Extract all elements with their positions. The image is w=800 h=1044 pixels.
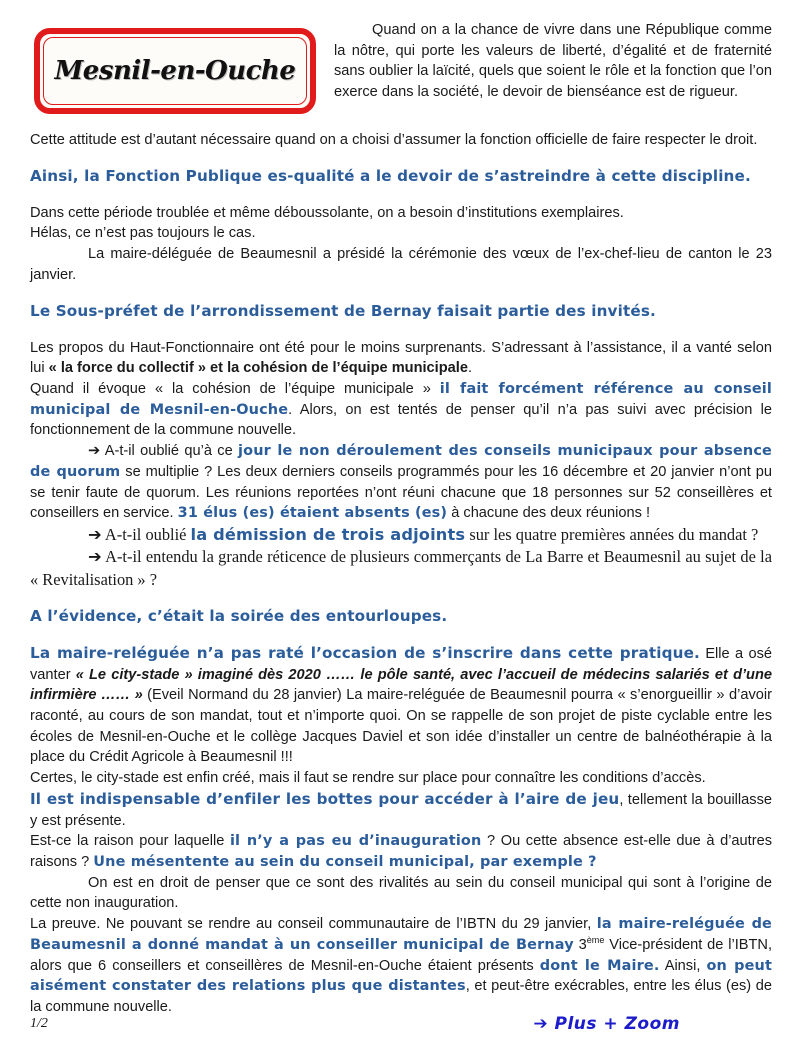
paragraph-7-highlight: jour le non déroulement des conseils municipaux pour absence de quorum	[30, 443, 772, 480]
paragraph-15-lead: La preuve. Ne pouvant se rendre au conseil communautaire de l’IBTN du 29 janvier,	[30, 916, 597, 933]
paragraph-2: Dans cette période troublée et même déboussolante, on a besoin d’institutions exemplaires.	[30, 204, 624, 221]
arrow-bullet-icon: ➔	[88, 442, 101, 460]
arrow-bullet-icon: ➔	[88, 524, 102, 544]
paragraph-1: Cette attitude est d’autant nécessaire quand on a choisi d’assumer la fonction officielle de faire respecter le droit.	[30, 132, 758, 148]
paragraph-7-highlight-count: 31 élus (es) étaient absents (es)	[177, 505, 448, 522]
paragraph-7-lead: A-t-il oublié qu’à ce	[100, 443, 239, 460]
paragraph-15-mid-2: Ainsi,	[659, 957, 707, 974]
paragraph-6	[30, 379, 772, 441]
paragraph-10-highlight: La maire-reléguée n’a pas raté l’occasion de s’inscrire dans cette pratique.	[30, 643, 700, 662]
village-sign-logo	[34, 28, 316, 114]
paragraph-5-bold-quote: « la force du collectif » et la cohésion de l’équipe municipale	[48, 360, 468, 377]
paragraph-15-tail: , et peut-être exécrables, entre les élus (es) de la commune nouvelle.	[30, 978, 772, 1016]
paragraph-10-tail: (Eveil Normand du 28 janvier) La maire-reléguée de Beaumesnil pourra « s’enorgueillir » d’avoir raconté, au cours de son mandat, tout et n’importe quoi. On se rappelle de son projet de piste cyclable entre les écoles de Mesnil-en-Ouche et le collège Jacques Daviel et son idée d’installer un centre de balnéothérapie à la place du Crédit Agricole à Beaumesnil !!!	[30, 687, 772, 766]
paragraph-9	[30, 546, 772, 591]
paragraph-5-lead: Les propos du Haut-Fonctionnaire ont été pour le moins surprenants. S’adressant à l’assistance, il a vanté selon lui	[30, 339, 772, 377]
paragraph-15	[30, 914, 772, 1018]
paragraph-12-tail: , tellement la bouillasse y est présente.	[30, 791, 772, 829]
paragraph-3: Hélas, ce n’est pas toujours le cas.	[30, 225, 256, 242]
paragraph-10	[30, 643, 772, 768]
intro-paragraph: Quand on a la chance de vivre dans une République comme la nôtre, qui porte les valeurs de liberté, d’égalité et de fraternité sans oublier la laïcité, quels que soient le rôle et la fonction que l’on exerce dans la société, le devoir de bienséance est de rigueur.	[334, 22, 772, 101]
paragraph-13-highlight: il n’y a pas eu d’inauguration	[229, 833, 482, 850]
paragraph-15-rank: 3	[573, 936, 587, 953]
paragraph-7-tail: à chacune des deux réunions !	[447, 505, 651, 522]
paragraph-12	[30, 789, 772, 831]
paragraph-12-highlight: Il est indispensable d’enfiler les bottes pour accéder à l’aire de jeu	[30, 789, 620, 808]
paragraph-13	[30, 831, 772, 872]
paragraph-15-ordinal-suffix: ème	[586, 935, 605, 946]
page-footer	[30, 1014, 772, 1034]
paragraph-6-lead: Quand il évoque « la cohésion de l’équipe municipale »	[30, 380, 440, 397]
paragraph-13-question: Une mésentente au sein du conseil municipal, par exemple ?	[93, 854, 597, 871]
paragraph-11: Certes, le city-stade est enfin créé, mais il faut se rendre sur place pour connaître les conditions d’accès.	[30, 770, 706, 787]
paragraph-7	[30, 441, 772, 524]
paragraph-8-tail: sur les quatre premières années du mandat ?	[465, 524, 759, 544]
paragraph-9-text: A-t-il entendu la grande réticence de plusieurs commerçants de La Barre et Beaumesnil au sujet de la « Revitalisation » ?	[30, 547, 772, 589]
paragraph-4: La maire-déléguée de Beaumesnil a présidé la cérémonie des vœux de l’ex-chef-lieu de canton le 23 janvier.	[30, 246, 772, 283]
paragraph-6-highlight: il fait forcément référence au conseil municipal de Mesnil-en-Ouche	[30, 380, 772, 418]
paragraph-14: On est en droit de penser que ce sont des rivalités au sein du conseil municipal qui sont à l’origine de cette non inauguration.	[30, 874, 772, 912]
paragraph-7-mid: se multiplie ? Les deux derniers conseils programmés pour les 16 décembre et 20 janvier n’ont pu se tenir faute de quorum. Les réunions reportées n’ont réuni chacune que 18 personnes sur 52 conseillères et conseillers en service.	[30, 463, 772, 522]
paragraph-8	[30, 524, 772, 546]
village-sign-label: Mesnil-en-Ouche	[54, 56, 296, 86]
paragraph-15-highlight: la maire-reléguée de Beaumesnil a donné mandat à un conseiller municipal de Bernay	[30, 916, 772, 953]
paragraph-8-highlight: la démission de trois adjoints	[190, 524, 466, 544]
paragraph-8-lead: A-t-il oublié	[101, 524, 191, 544]
paragraph-10-lead: Elle a osé vanter	[30, 645, 772, 683]
paragraph-5	[30, 338, 772, 379]
paragraph-13-mid: ? Ou cette absence est-elle due à d’autres raisons ?	[30, 833, 772, 871]
paragraph-5-tail: .	[467, 360, 472, 377]
paragraph-15-highlight-3: on peut aisément constater des relations plus que distantes	[30, 957, 772, 995]
paragraph-10-quote: « Le city-stade » imaginé dès 2020 …… le pôle santé, avec l’accueil de médecins salariés et d’une infirmière …… »	[30, 666, 772, 704]
paragraph-15-highlight-2: dont le Maire.	[539, 957, 660, 974]
paragraph-6-tail: . Alors, on est tentés de penser qu’il n’a pas suivi avec précision le fonctionnement de la commune nouvelle.	[30, 401, 772, 439]
heading-blue-3: A l’évidence, c’était la soirée des entourloupes.	[30, 607, 448, 626]
arrow-bullet-icon: ➔	[88, 547, 102, 567]
header-row	[30, 20, 772, 130]
heading-blue-1: Ainsi, la Fonction Publique es-qualité a le devoir de s’astreindre à cette discipline.	[30, 166, 751, 185]
paragraph-15-mid: Vice-président de l’IBTN, alors que 6 conseillers et conseillères de Mesnil-en-Ouche étaient présents	[30, 936, 772, 974]
heading-blue-2: Le Sous-préfet de l’arrondissement de Bernay faisait partie des invités.	[30, 301, 656, 320]
paragraph-13-lead: Est-ce la raison pour laquelle	[30, 833, 230, 850]
page-number: 1/2	[30, 1016, 48, 1031]
plus-zoom-link[interactable]: ➔ Plus + Zoom	[533, 1014, 680, 1034]
